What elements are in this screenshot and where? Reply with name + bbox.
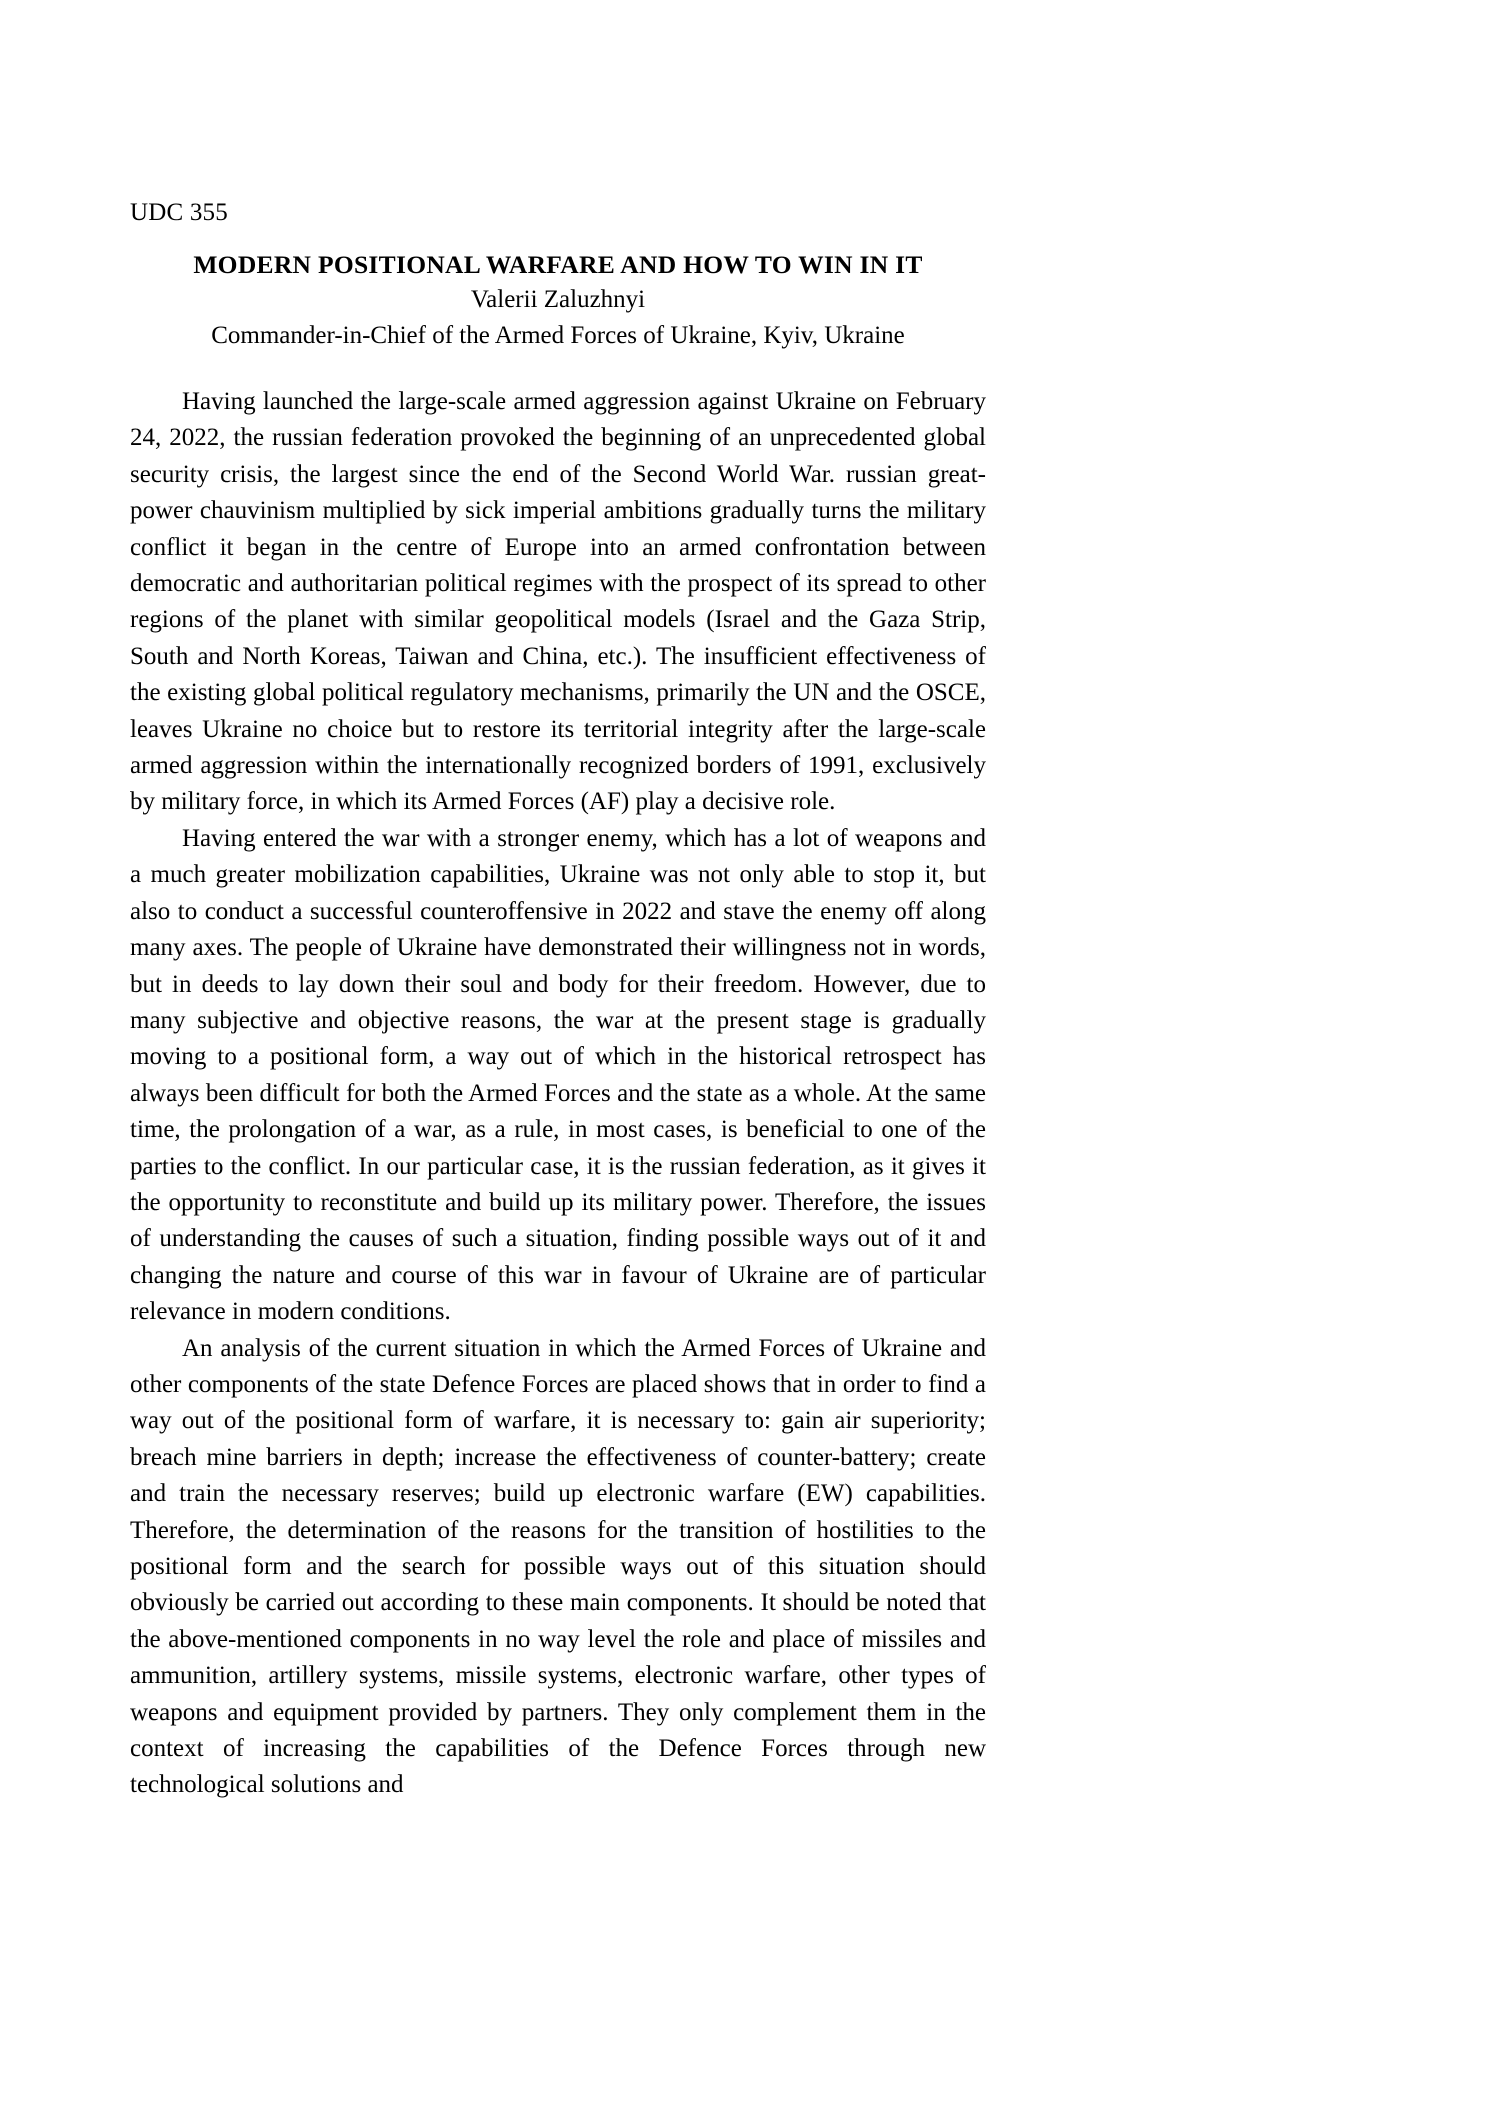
body-paragraph: Having entered the war with a stronger enemy, which has a lot of weapons and a much greater mobilization capabilities, Ukraine was not only able to stop it, but also to conduct a successful counteroffensive in 2022 and stave the enemy off along many axes. The people of Ukraine have demonstrated their willingness not in words, but in deeds to lay down their soul and body for their freedom. However, due to many subjective and objective reasons, the war at the present stage is gradually moving to a positional form, a way out of which in the historical retrospect has always been difficult for both the Armed Forces and the state as a whole. At the same time, the prolongation of a war, as a rule, in most cases, is beneficial to one of the parties to the conflict. In our particular case, it is the russian federation, as it gives it the opportunity to reconstitute and build up its military power. Therefore, the issues of understanding the causes of such a situation, finding possible ways out of it and changing the nature and course of this war in favour of Ukraine are of particular relevance in modern conditions.: [130, 824, 986, 1326]
udc-classification-code: UDC 355: [130, 199, 228, 226]
article-author: Valerii Zaluzhnyi: [470, 286, 646, 313]
body-paragraph: Having launched the large-scale armed aggression against Ukraine on February 24, 2022, the russian federation provoked the beginning of an unprecedented global security crisis, the largest since the end of the Second World War. russian great-power chauvinism multiplied by sick imperial ambitions gradually turns the military conflict it began in the centre of Europe into an armed confrontation between democratic and authoritarian political regimes with the prospect of its spread to other regions of the planet with similar geopolitical models (Israel and the Gaza Strip, South and North Koreas, Taiwan and China, etc.). The insufficient effectiveness of the existing global political regulatory mechanisms, primarily the UN and the OSCE, leaves Ukraine no choice but to restore its territorial integrity after the large-scale armed aggression within the internationally recognized borders of 1991, exclusively by military force, in which its Armed Forces (AF) play a decisive role.: [130, 388, 986, 816]
page-content: [130, 196, 986, 1804]
article-title: MODERN POSITIONAL WARFARE AND HOW TO WIN IN IT: [193, 250, 923, 279]
body-paragraph: An analysis of the current situation in which the Armed Forces of Ukraine and other components of the state Defence Forces are placed shows that in order to find a way out of the positional form of warfare, it is necessary to: gain air superiority; breach mine barriers in depth; increase the effectiveness of counter-battery; create and train the necessary reserves; build up electronic warfare (EW) capabilities. Therefore, the determination of the reasons for the transition of hostilities to the positional form and the search for possible ways out of this situation should obviously be carried out according to these main components. It should be noted that the above-mentioned components in no way level the role and place of missiles and ammunition, artillery systems, missile systems, electronic warfare, other types of weapons and equipment provided by partners. They only complement them in the context of increasing the capabilities of the Defence Forces through new technological solutions and: [130, 1334, 986, 1799]
author-affiliation: Commander-in-Chief of the Armed Forces of Ukraine, Kyiv, Ukraine: [211, 322, 905, 349]
